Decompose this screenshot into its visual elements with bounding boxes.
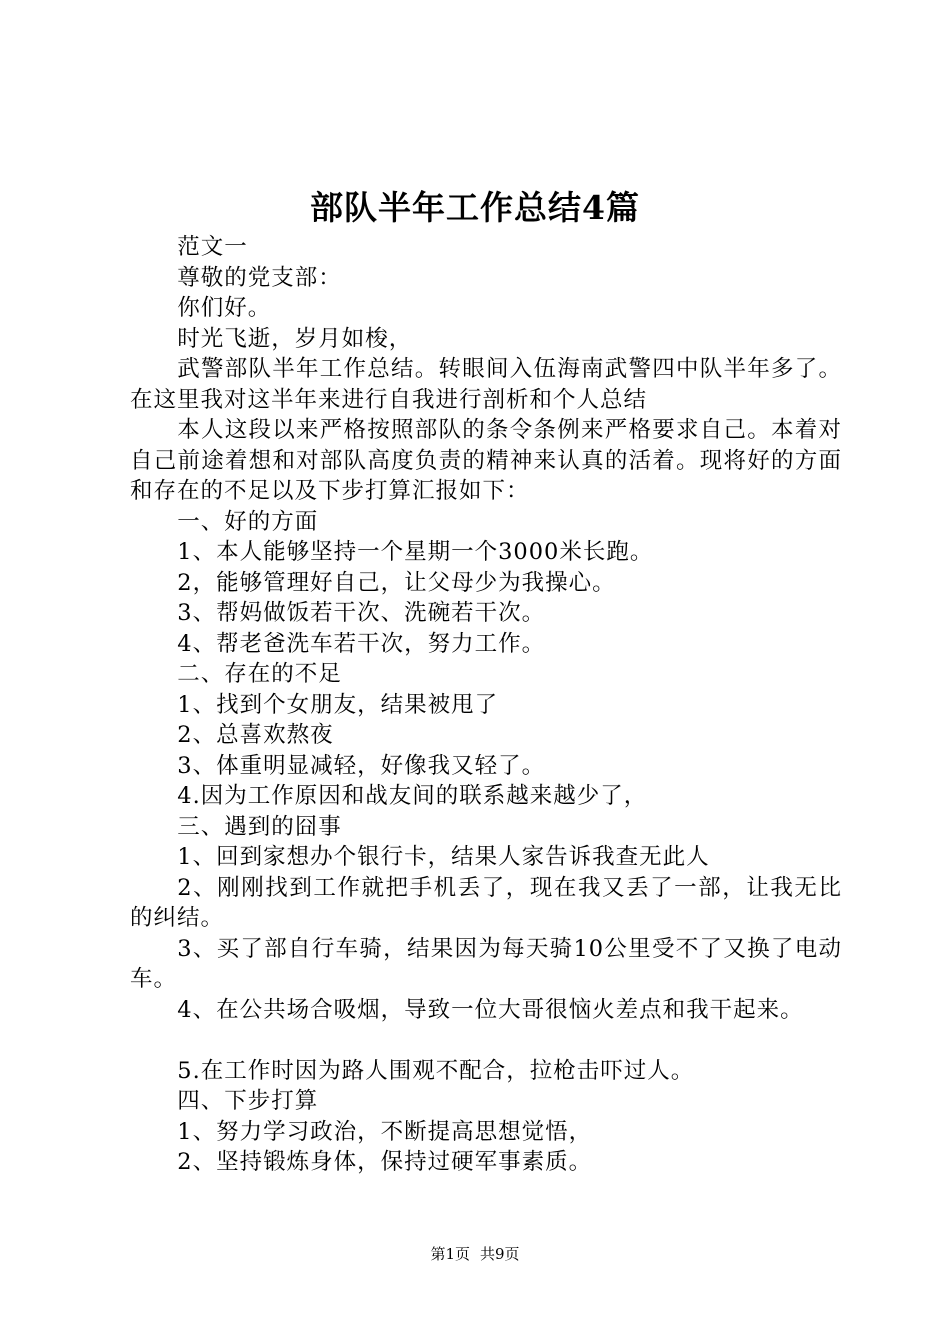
list-item: 5.在工作时因为路人围观不配合，拉枪击吓过人。 [177, 1057, 695, 1084]
list-item: 1、回到家想办个银行卡，结果人家告诉我查无此人 [177, 844, 710, 870]
list-item: 1、找到个女朋友，结果被甩了 [177, 691, 499, 718]
list-item: 4、帮老爸洗车若干次，努力工作。 [177, 630, 546, 657]
paragraph: 尊敬的党支部： [177, 264, 342, 291]
list-item: 4.因为工作原因和战友间的联系越来越少了， [177, 783, 648, 809]
section-heading: 一、好的方面 [177, 508, 319, 535]
page-footer [0, 1243, 950, 1265]
list-item: 2、坚持锻炼身体，保持过硬军事素质。 [177, 1149, 593, 1175]
list-item: 1、努力学习政治，不断提高思想觉悟， [177, 1118, 593, 1145]
paragraph: 本人这段以来严格按照部队的条令条例来严格要求自己。本着对自己前途着想和对部队高度负责的精神来认真的活着。现将好的方面和存在的不足以及下步打算汇报如下： [130, 417, 842, 504]
document-title: 部队半年工作总结4篇 [310, 188, 640, 227]
page-total: 共9页 [480, 1245, 520, 1263]
page-number: 第1页 [430, 1245, 470, 1263]
document-body [130, 232, 842, 1178]
list-item: 2、总喜欢熬夜 [177, 722, 334, 748]
section-heading: 四、下步打算 [177, 1088, 319, 1114]
list-item: 4、在公共场合吸烟，导致一位大哥很恼火差点和我干起来。 [177, 996, 804, 1023]
paragraph: 武警部队半年工作总结。转眼间入伍海南武警四中队半年多了。在这里我对这半年来进行自我进行剖析和个人总结 [130, 356, 842, 413]
paragraph: 时光飞逝，岁月如梭， [177, 325, 413, 352]
list-item: 2、刚刚找到工作就把手机丢了，现在我又丢了一部，让我无比的纠结。 [130, 874, 842, 931]
section-heading: 三、遇到的囧事 [177, 813, 342, 840]
paragraph: 你们好。 [177, 295, 272, 321]
blank-line [130, 1025, 842, 1056]
list-item: 1、本人能够坚持一个星期一个3000米长跑。 [177, 539, 654, 565]
list-item: 3、帮妈做饭若干次、洗碗若干次。 [177, 600, 546, 626]
list-item: 3、体重明显减轻，好像我又轻了。 [177, 752, 546, 779]
section-heading: 二、存在的不足 [177, 661, 342, 687]
list-item: 3、买了部自行车骑，结果因为每天骑10公里受不了又换了电动车。 [130, 935, 842, 992]
paragraph: 范文一 [177, 234, 248, 260]
list-item: 2，能够管理好自己，让父母少为我操心。 [177, 569, 616, 596]
